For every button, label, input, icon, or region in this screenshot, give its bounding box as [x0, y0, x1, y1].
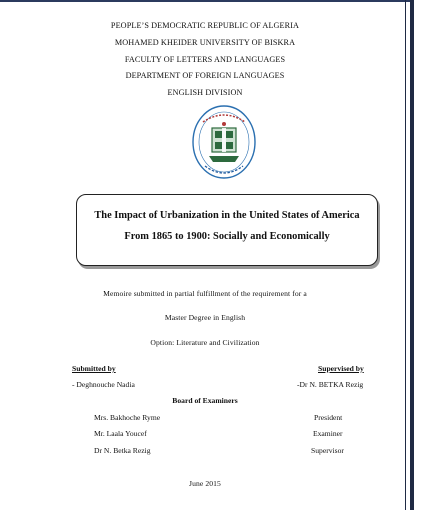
page-top-border: [0, 0, 414, 2]
option-label: Option: Literature and Civilization: [150, 338, 260, 347]
examiner-name-2: Mr. Laala Youcef: [94, 429, 147, 438]
header-republic: PEOPLE’S DEMOCRATIC REPUBLIC OF ALGERIA: [110, 21, 300, 30]
supervisor-name: -Dr N. BETKA Rezig: [297, 380, 364, 389]
thesis-title-box: [76, 194, 378, 266]
header-department: DEPARTMENT OF FOREIGN LANGUAGES: [125, 71, 285, 80]
thesis-title-line2: From 1865 to 1900: Socially and Economically: [124, 231, 330, 242]
submission-date: June 2015: [189, 479, 221, 488]
header-university: MOHAMED KHEIDER UNIVERSITY OF BISKRA: [114, 38, 296, 47]
thesis-title-line1: The Impact of Urbanization in the United States of America: [94, 210, 360, 221]
examiner-role-1: President: [314, 413, 343, 422]
memoire-statement: Memoire submitted in partial fulfillment of the requirement for a: [103, 289, 307, 298]
examiner-name-3: Dr N. Betka Rezig: [94, 446, 151, 455]
examiner-role-3: Supervisor: [311, 446, 344, 455]
page-right-border: [410, 0, 414, 510]
university-seal-icon: [191, 104, 257, 188]
header-faculty: FACULTY OF LETTERS AND LANGUAGES: [124, 55, 286, 64]
supervised-by-label: Supervised by: [318, 364, 364, 373]
header-division: ENGLISH DIVISION: [167, 88, 243, 97]
student-name: - Deghnouche Nadia: [72, 380, 135, 389]
board-heading: Board of Examiners: [172, 396, 238, 405]
submitted-by-label: Submitted by: [72, 364, 116, 373]
examiner-name-1: Mrs. Bakhoche Ryme: [94, 413, 161, 422]
examiner-role-2: Examiner: [313, 429, 343, 438]
degree-label: Master Degree in English: [164, 313, 246, 322]
